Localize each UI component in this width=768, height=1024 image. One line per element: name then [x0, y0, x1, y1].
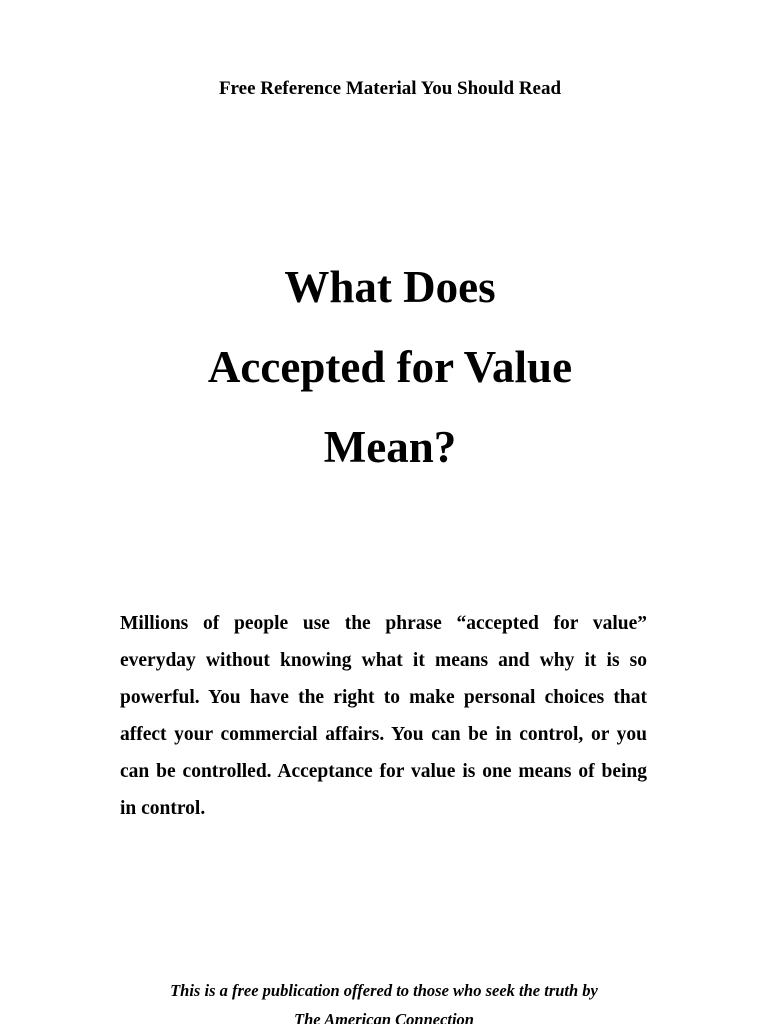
title-line-1: What Does: [284, 262, 496, 312]
body-paragraph: Millions of people use the phrase “accepted for value” everyday without knowing what it means and why it is so powerful. You have the right to make personal choices that affect your commercial affairs. You can be in control, or you can be controlled. Acceptance for value is one means of being in control.: [120, 613, 647, 819]
title-line-2: Accepted for Value: [207, 342, 573, 392]
footer-line-2: The American Connection: [294, 1010, 474, 1024]
footer-line-1: This is a free publication offered to those who seek the truth by: [170, 981, 598, 1000]
header-text: Free Reference Material You Should Read: [218, 78, 562, 99]
document-title: [0, 247, 768, 487]
footer: [0, 976, 768, 1024]
title-line-3: Mean?: [323, 422, 457, 472]
